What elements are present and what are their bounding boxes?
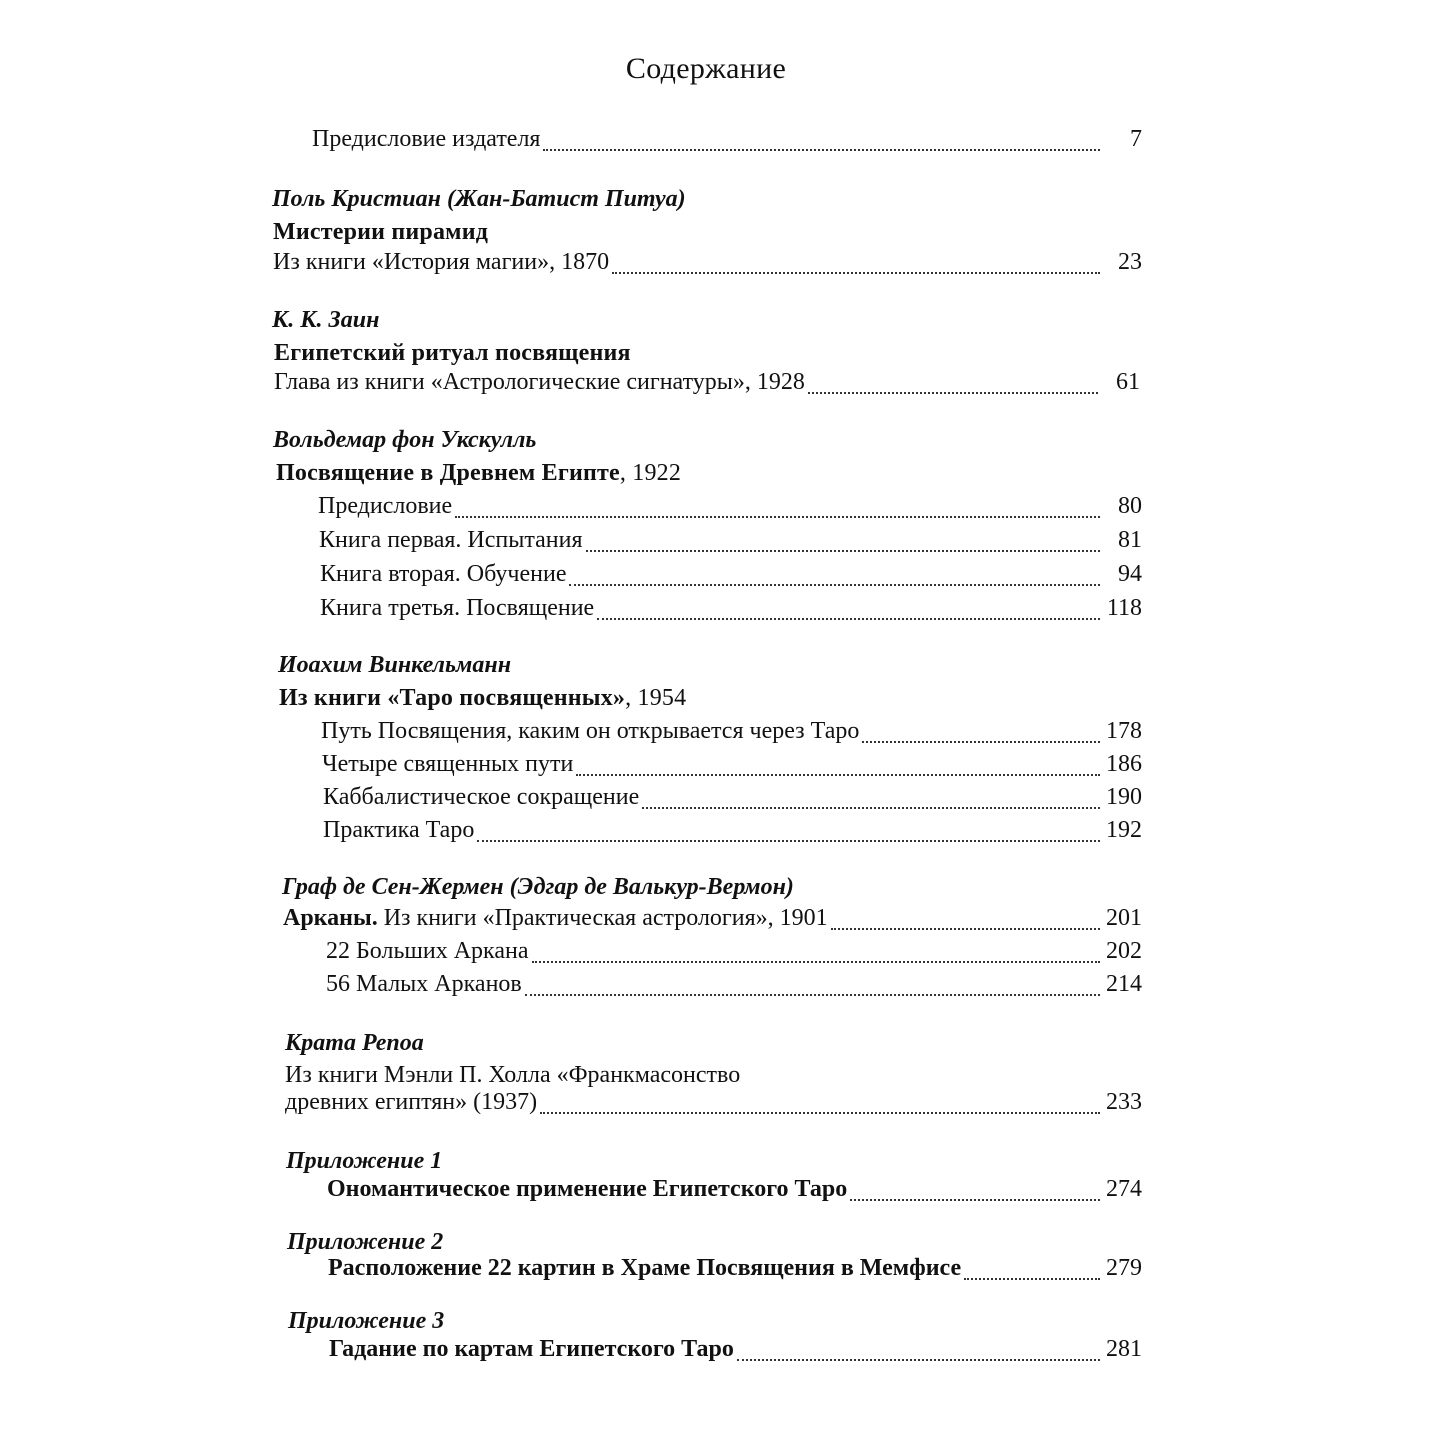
entry-title: Практика Таро xyxy=(323,817,475,843)
author-name: Граф де Сен-Жермен (Эдгар де Валькур-Вермон) xyxy=(282,874,794,900)
dot-leader xyxy=(642,807,1100,809)
section-heading-year: , 1954 xyxy=(625,685,687,711)
toc-entry[interactable] xyxy=(273,249,1142,283)
section-heading: Египетский ритуал посвящения xyxy=(274,340,631,366)
entry-title: 56 Малых Арканов xyxy=(326,971,522,997)
author-name: Вольдемар фон Укскулль xyxy=(273,427,537,453)
page-number: 274 xyxy=(1106,1176,1142,1202)
entry-title: Предисловие xyxy=(318,493,453,519)
page-number: 7 xyxy=(1130,126,1142,152)
entry-title: 22 Больших Аркана xyxy=(326,938,529,964)
page-number: 94 xyxy=(1118,561,1142,587)
page-number: 202 xyxy=(1106,938,1142,964)
dot-leader xyxy=(964,1278,1100,1280)
entry-title: Каббалистическое сокращение xyxy=(323,784,640,810)
toc-entry[interactable] xyxy=(322,751,1142,785)
dot-leader xyxy=(525,994,1100,996)
author-name: Иоахим Винкельманн xyxy=(278,652,512,678)
dot-leader xyxy=(808,392,1098,394)
dot-leader xyxy=(532,961,1101,963)
author-name: Крата Репоа xyxy=(285,1030,424,1056)
dot-leader xyxy=(586,550,1100,552)
dot-leader xyxy=(455,516,1100,518)
page-number: 23 xyxy=(1118,249,1142,275)
dot-leader xyxy=(543,149,1100,151)
toc-entry[interactable] xyxy=(326,971,1142,1005)
entry-title: Предисловие издателя xyxy=(312,126,541,152)
dot-leader xyxy=(831,928,1100,930)
toc-entry[interactable] xyxy=(323,784,1142,818)
page-number: 233 xyxy=(1106,1089,1142,1115)
toc-entry[interactable] xyxy=(319,527,1142,561)
page-number: 201 xyxy=(1106,905,1142,931)
entry-title: Путь Посвящения, каким он открывается через Таро xyxy=(321,718,860,744)
page-title: Содержание xyxy=(625,52,787,85)
toc-entry[interactable] xyxy=(326,938,1142,972)
page-number: 192 xyxy=(1106,817,1142,843)
toc-entry[interactable] xyxy=(274,369,1140,403)
dot-leader xyxy=(612,272,1100,274)
toc-entry[interactable] xyxy=(320,595,1142,629)
author-name: К. К. Заин xyxy=(272,307,380,333)
page-number: 61 xyxy=(1116,369,1140,395)
section-heading-year: , 1922 xyxy=(619,460,682,486)
dot-leader xyxy=(850,1199,1100,1201)
entry-title: Глава из книги «Астрологические сигнатуры», 1928 xyxy=(274,369,805,395)
toc-entry[interactable] xyxy=(318,493,1142,527)
entry-title-line1: Из книги Мэнли П. Холла «Франкмасонство xyxy=(285,1062,741,1088)
section-heading-title: Из книги «Таро посвященных» xyxy=(279,685,626,711)
entry-title: Книга третья. Посвящение xyxy=(320,595,595,621)
toc-entry-heading[interactable] xyxy=(283,905,1142,939)
dot-leader xyxy=(597,618,1100,620)
dot-leader xyxy=(477,840,1100,842)
toc-entry[interactable] xyxy=(285,1089,1142,1123)
toc-entry[interactable] xyxy=(321,718,1142,752)
section-heading: Мистерии пирамид xyxy=(273,219,489,245)
dot-leader xyxy=(569,584,1100,586)
entry-title: Из книги «История магии», 1870 xyxy=(273,249,610,275)
entry-title-rest: Из книги «Практическая астрология», 1901 xyxy=(377,905,828,931)
appendix-label: Приложение 1 xyxy=(286,1148,443,1174)
entry-title: Четыре священных пути xyxy=(322,751,574,777)
page-number: 80 xyxy=(1118,493,1142,519)
page-number: 118 xyxy=(1106,595,1142,621)
appendix-label: Приложение 3 xyxy=(288,1308,445,1334)
page-number: 178 xyxy=(1106,718,1142,744)
page-number: 281 xyxy=(1106,1336,1142,1362)
page-number: 190 xyxy=(1106,784,1142,810)
toc-entry[interactable] xyxy=(323,817,1142,851)
entry-title: Расположение 22 картин в Храме Посвящения в Мемфисе xyxy=(328,1255,962,1281)
dot-leader xyxy=(576,774,1100,776)
entry-title-line2: древних египтян» (1937) xyxy=(285,1089,538,1115)
page-number: 279 xyxy=(1106,1255,1142,1281)
appendix-label: Приложение 2 xyxy=(287,1229,444,1255)
page-number: 186 xyxy=(1106,751,1142,777)
toc-entry[interactable] xyxy=(329,1336,1142,1370)
toc-entry[interactable] xyxy=(328,1255,1142,1289)
entry-title xyxy=(283,905,828,932)
dot-leader xyxy=(737,1359,1100,1361)
entry-title-bold: Арканы. xyxy=(283,905,378,931)
entry-title: Книга вторая. Обучение xyxy=(320,561,567,587)
dot-leader xyxy=(540,1112,1100,1114)
toc-entry[interactable] xyxy=(320,561,1142,595)
section-heading xyxy=(279,685,686,712)
author-name: Поль Кристиан (Жан-Батист Питуа) xyxy=(272,186,686,212)
section-heading xyxy=(276,460,681,487)
entry-title: Ономантическое применение Египетского Таро xyxy=(327,1176,848,1202)
entry-title: Книга первая. Испытания xyxy=(319,527,583,553)
page-number: 81 xyxy=(1118,527,1142,553)
dot-leader xyxy=(862,741,1100,743)
page-number: 214 xyxy=(1106,971,1142,997)
toc-entry[interactable] xyxy=(327,1176,1142,1210)
toc-entry-preface[interactable] xyxy=(312,126,1142,160)
entry-title: Гадание по картам Египетского Таро xyxy=(329,1336,734,1362)
section-heading-title: Посвящение в Древнем Египте xyxy=(276,460,620,486)
